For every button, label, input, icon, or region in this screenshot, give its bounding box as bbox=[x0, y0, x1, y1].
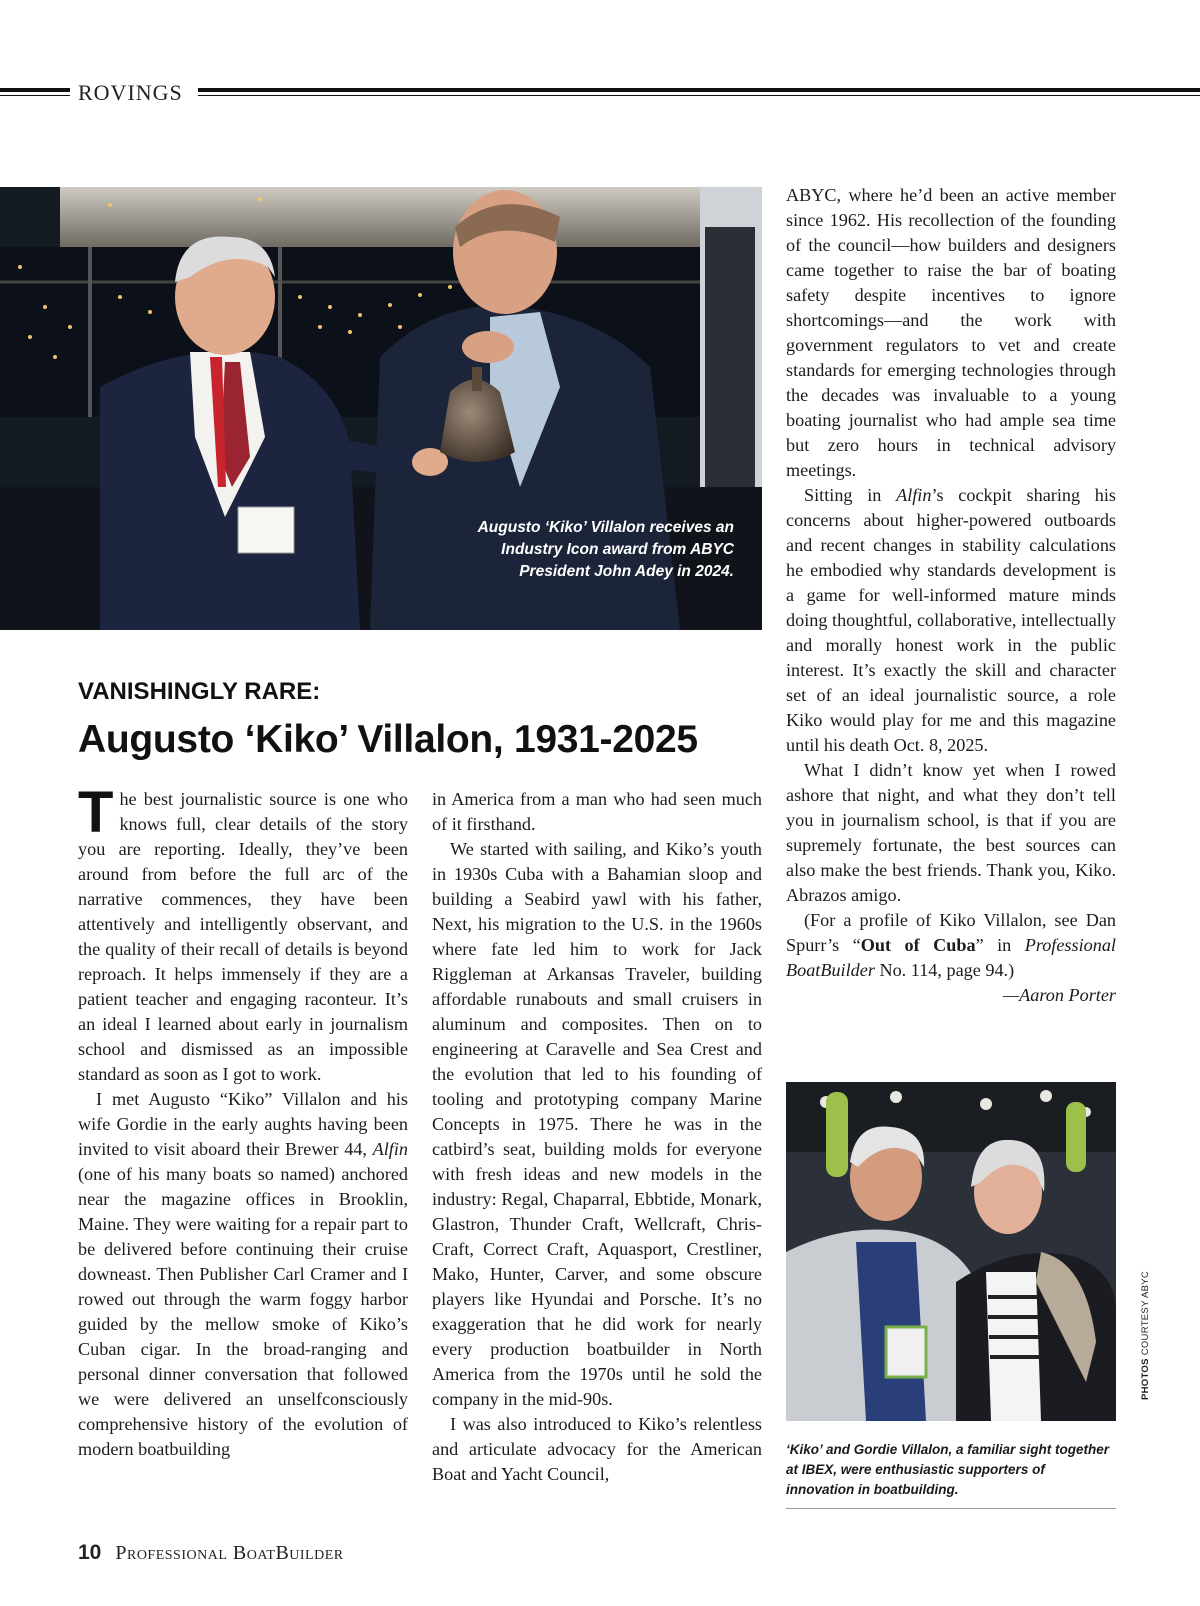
photo-bottom-caption: ‘Kiko’ and Gordie Villalon, a familiar sight together at IBEX, were enthusiastic supporters of innovation in boatbuilding. bbox=[786, 1442, 1110, 1497]
photo-ibex-illustration bbox=[786, 1082, 1116, 1421]
article-headline: Augusto ‘Kiko’ Villalon, 1931-2025 bbox=[78, 718, 698, 761]
page-footer bbox=[78, 1541, 344, 1565]
article-column-1 bbox=[78, 780, 408, 1462]
article-kicker: VANISHINGLY RARE: bbox=[78, 678, 321, 705]
reference-publication: Professional BoatBuilder bbox=[786, 935, 1116, 980]
boat-name-alfin: Alfin bbox=[372, 1139, 408, 1159]
section-label: ROVINGS bbox=[78, 80, 183, 105]
author-signature: —Aaron Porter bbox=[1003, 985, 1116, 1005]
article-column-2 bbox=[432, 787, 762, 1487]
column-3-paragraph-2 bbox=[786, 483, 1116, 758]
publication-name: Professional BoatBuilder bbox=[115, 1542, 344, 1564]
photo-ibex-couple bbox=[786, 1082, 1116, 1421]
column-1-paragraph-1 bbox=[78, 780, 408, 1087]
drop-cap: T bbox=[78, 780, 114, 845]
column-1-paragraph-2-part-a: I met Augusto “Kiko” Villalon and his wife Gordie in the early aughts having been invited to visit aboard their Brewer 44, bbox=[78, 1089, 408, 1159]
boat-name-alfin-2: Alfin bbox=[896, 485, 932, 505]
photo-credit bbox=[1140, 1270, 1151, 1400]
photo-credit-rest: COURTESY ABYC bbox=[1140, 1270, 1151, 1359]
column-3-paragraph-3: What I didn’t know yet when I rowed ashore that night, and what they don’t tell you in journalism school, is that if you are supremely fortunate, the best sources can also make the best friends. Thank you, Kiko. Abrazos amigo. bbox=[786, 760, 1116, 905]
reference-part-b: ” in bbox=[975, 935, 1025, 955]
header-rule-left bbox=[0, 88, 70, 96]
reference-part-a: (For a profile of Kiko Villalon, see Dan Spurr’s “ bbox=[786, 910, 1116, 955]
photo-top-caption: Augusto ‘Kiko’ Villalon receives an Industry Icon award from ABYC President John Adey in 2024. bbox=[477, 519, 734, 580]
article-column-3 bbox=[786, 183, 1116, 1008]
column-3-paragraph-1: ABYC, where he’d been an active member since 1962. His recollection of the founding of the council—how builders and designers came together to raise the bar of boating safety despite incentives to ignore shortcomings—and the work with government regulators to vet and create standards for emerging technologies through the decades was invaluable to a young boating journalist who had ample sea time but zero hours in technical advisory meetings. bbox=[786, 185, 1116, 480]
caption-divider bbox=[786, 1508, 1116, 1509]
reference-part-c: No. 114, page 94.) bbox=[874, 960, 1015, 980]
column-2-paragraph-2: We started with sailing, and Kiko’s youth in 1930s Cuba with a Bahamian sloop and building a Seabird yawl with his father, Next, his migration to the U.S. in the 1960s where fate led him to work for Jack Riggleman at Arkansas Traveler, building affordable runabouts and small cruisers in aluminum and composites. Then on to engineering at Caravelle and Sea Crest and the evolution that led to his founding of tooling and prototyping company Marine Concepts in 1975. There he was in the catbird’s seat, building molds for everyone with fresh ideas and new models in the industry: Regal, Chaparral, Ebbtide, Monark, Glastron, Thunder Craft, Wellcraft, Chris-Craft, Correct Craft, Aquasport, Crestliner, Mako, Hunter, Carver, and some obscure players like Hyundai and Porsche. It’s no exaggeration that he did work for nearly every production boatbuilder in North America from the 1970s until he sold the company in the mid-90s. bbox=[432, 839, 762, 1409]
reference-title: Out of Cuba bbox=[860, 935, 976, 955]
column-3-paragraph-4 bbox=[786, 908, 1116, 983]
column-2-paragraph-1: in America from a man who had seen much of it firsthand. bbox=[432, 789, 762, 834]
column-2-paragraph-3: I was also introduced to Kiko’s relentless and articulate advocacy for the American Boat and Yacht Council, bbox=[432, 1414, 762, 1484]
section-header bbox=[0, 80, 1200, 106]
column-3-paragraph-2-part-a: Sitting in bbox=[804, 485, 897, 505]
column-1-paragraph-2-part-b: (one of his many boats so named) anchored near the magazine offices in Brooklin, Maine. They were waiting for a repair part to be delivered before continuing their cruise downeast. Then Publisher Carl Cramer and I rowed out through the warm foggy harbor guided by the mellow smoke of Kiko’s Cuban cigar. In the broad-ranging and personal dinner conversation that followed we were delivered an unselfconsciously comprehensive history of the evolution of modern boatbuilding bbox=[78, 1164, 408, 1459]
page-number: 10 bbox=[78, 1541, 102, 1564]
photo-award-ceremony bbox=[0, 187, 762, 630]
photo-credit-bold: PHOTOS bbox=[1140, 1358, 1151, 1400]
column-3-paragraph-2-part-b: ’s cockpit sharing his concerns about higher-powered outboards and recent changes in stability calculations he embodied why standards development is a game for well-informed mature minds doing thoughtful, collaborative, intellectually and morally honest work in the public interest. It’s exactly the skill and character set of an ideal journalistic source, a role Kiko would play for me and this magazine until his death Oct. 8, 2025. bbox=[786, 485, 1116, 755]
header-rule-right bbox=[198, 88, 1200, 96]
column-1-paragraph-2 bbox=[78, 1087, 408, 1462]
column-1-paragraph-1-text: he best journalistic source is one who knows full, clear details of the story you are reporting. Ideally, they’ve been around from before the full arc of the narrative commences, they have been attentively and intelligently observant, and the quality of their recall of details is beyond reproach. It helps immensely if they are a patient teacher and engaging raconteur. It’s an ideal I learned about early in journalism school and dismissed as an impossible standard as soon as I got to work. bbox=[78, 789, 408, 1084]
